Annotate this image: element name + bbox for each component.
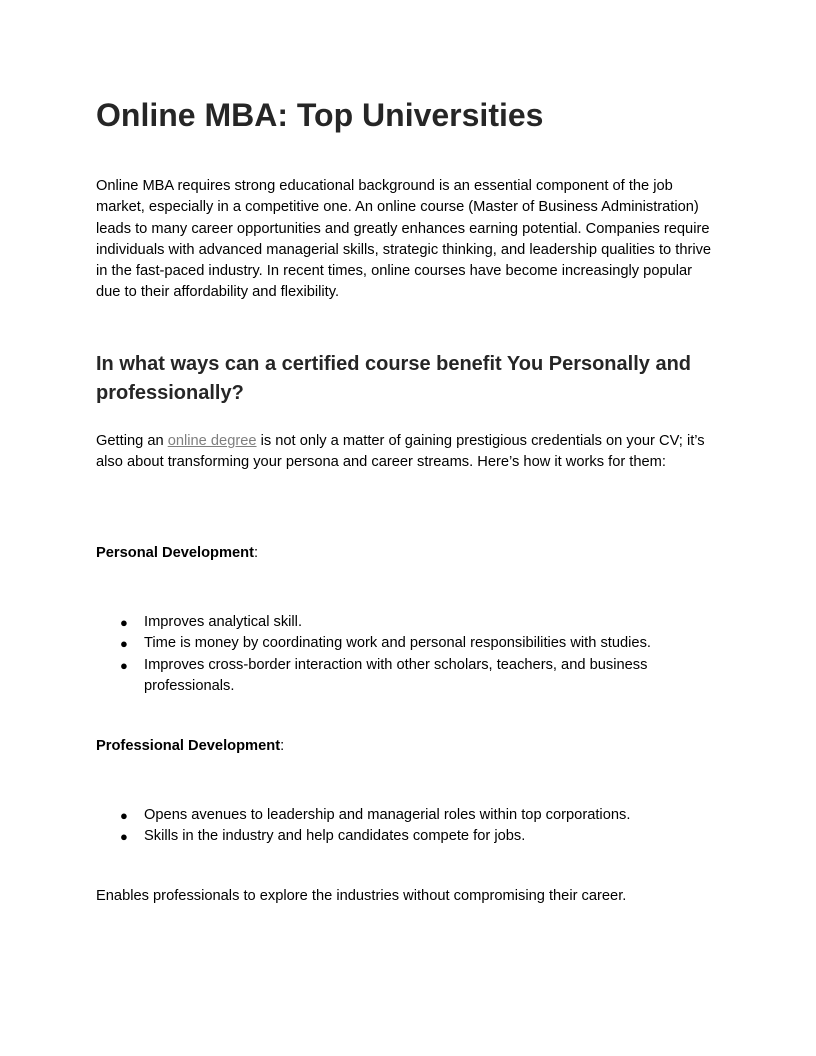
professional-development-label: Professional Development: [96, 738, 281, 754]
bullet-icon: ●: [120, 615, 128, 630]
online-degree-link[interactable]: online degree: [167, 433, 257, 449]
list-item-text: Time is money by coordinating work and personal responsibilities with studies.: [144, 635, 651, 652]
professional-development-list: [96, 805, 720, 848]
list-item: [96, 826, 720, 847]
bullet-icon: ●: [120, 657, 128, 673]
list-item-text: Opens avenues to leadership and managerial roles within top corporations.: [144, 807, 631, 823]
list-item-text: Improves cross-border interaction with other scholars, teachers, and business professionals.: [144, 656, 648, 694]
list-item: [96, 633, 720, 654]
list-item: [96, 805, 720, 826]
list-item-text: Skills in the industry and help candidates compete for jobs.: [144, 828, 526, 845]
list-item: [96, 612, 720, 633]
section-paragraph: [96, 431, 720, 474]
bullet-icon: ●: [120, 636, 128, 652]
professional-development-colon: :: [280, 738, 285, 754]
section-paragraph-text-before-link: Getting an: [96, 433, 168, 449]
bullet-icon: ●: [120, 829, 128, 845]
personal-development-subheading: [96, 543, 258, 564]
section-heading: In what ways can a certified course benefit You Personally and professionally?: [96, 353, 691, 404]
section-paragraph-text-after-link: is not only a matter of gaining prestigious credentials on your CV; it’s also about transforming your persona and career streams. Here’s how it works for them:: [96, 433, 705, 471]
page-title: Online MBA: Top Universities: [96, 97, 544, 133]
bullet-icon: ●: [120, 808, 128, 823]
personal-development-colon: :: [254, 545, 259, 561]
closing-paragraph: Enables professionals to explore the industries without compromising their career.: [96, 888, 627, 904]
intro-paragraph: Online MBA requires strong educational background is an essential component of the job market, especially in a competitive one. An online course (Master of Business Administration) leads to many career opportunities and greatly enhances earning potential. Companies require individuals with advanced managerial skills, strategic thinking, and leadership qualities to thrive in the fast-paced industry. In recent times, online courses have become increasingly popular due to their affordability and flexibility.: [96, 178, 712, 301]
personal-development-list: [96, 612, 720, 697]
list-item: [96, 655, 720, 698]
personal-development-label: Personal Development: [96, 545, 255, 561]
professional-development-subheading: [96, 736, 284, 757]
list-item-text: Improves analytical skill.: [144, 614, 303, 630]
